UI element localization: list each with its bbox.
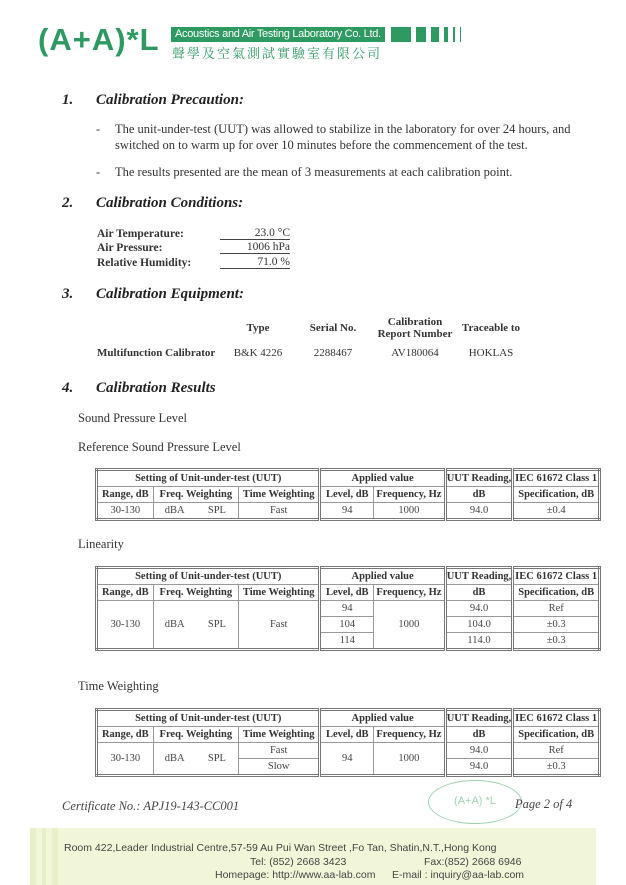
company-name-zh: 聲學及空氣測試實驗室有限公司: [172, 47, 383, 62]
section-title: Calibration Conditions:: [96, 195, 244, 211]
footer-email[interactable]: E-mail : inquiry@aa-lab.com: [392, 869, 525, 881]
company-stamp: (A+A) *L: [428, 780, 522, 824]
table-row: 104 104.0 ±0.3: [97, 617, 600, 633]
footer-stripe: [30, 828, 36, 885]
equipment-report: AV180064: [391, 347, 439, 359]
table-row: Slow 94.0 ±0.3: [97, 759, 600, 776]
equipment-serial: 2288467: [313, 347, 353, 359]
subsection-label: Sound Pressure Level: [78, 411, 188, 425]
table-row: 30-130 dBA SPL Fast 94 1000 94.0 ±0.4: [97, 503, 600, 520]
condition-label: Air Temperature:: [97, 228, 184, 240]
section-number: 1.: [62, 92, 74, 108]
section-title: Calibration Equipment:: [96, 286, 244, 302]
condition-value: 71.0 %: [220, 256, 290, 269]
equipment-header: Serial No.: [309, 322, 357, 334]
page-number: Page 2 of 4: [515, 797, 573, 811]
condition-label: Relative Humidity:: [97, 257, 192, 269]
condition-value: 23.0 °C: [220, 227, 290, 240]
footer-homepage[interactable]: Homepage: http://www.aa-lab.com: [215, 869, 376, 881]
footer-tel: Tel: (852) 2668 3423: [250, 856, 347, 868]
equipment-name: Multifunction Calibrator: [97, 347, 216, 359]
section-title: Calibration Precaution:: [96, 92, 244, 108]
linearity-table: Setting of Unit-under-test (UUT) Applied value UUT Reading, IEC 61672 Class 1 Range, dB Freq. Weighting Time Weighting Level, dB Frequency, Hz dB Specification, dB 30-130 dBA SPL Fast 94 1000 94.0 Ref 104 104.0 ±0.3 114 114.0 ±0.3: [95, 566, 601, 651]
footer-fax: Fax:(852) 2668 6946: [424, 856, 522, 868]
section-title: Calibration Results: [96, 380, 216, 396]
subsection-label: Time Weighting: [78, 679, 159, 693]
condition-label: Air Pressure:: [97, 242, 163, 254]
company-header-row: [171, 27, 461, 42]
certificate-number: Certificate No.: APJ19-143-CC001: [62, 799, 240, 813]
company-logo: (A+A)*L: [38, 22, 160, 57]
table-row: 30-130 dBA SPL Fast 94 1000 94.0 Ref: [97, 601, 600, 617]
reference-spl-table: Setting of Unit-under-test (UUT) Applied value UUT Reading, IEC 61672 Class 1 Range, dB Freq. Weighting Time Weighting Level, dB Frequency, Hz dB Specification, dB 30-130 dBA SPL Fast 94 1000 94.0 ±0.4: [95, 468, 601, 521]
company-name-en: Acoustics and Air Testing Laboratory Co. Ltd.: [171, 27, 385, 42]
subsection-label: Linearity: [78, 537, 124, 551]
subsection-label: Reference Sound Pressure Level: [78, 440, 241, 454]
section-number: 3.: [62, 286, 74, 302]
equipment-header: Calibration Report Number: [377, 316, 453, 340]
precaution-item: - The unit-under-test (UUT) was allowed to stabilize in the laboratory for over 24 hours, and switched on to warm up for over 10 minutes before the commencement of the test.: [96, 122, 571, 152]
time-weighting-table: Setting of Unit-under-test (UUT) Applied value UUT Reading, IEC 61672 Class 1 Range, dB Freq. Weighting Time Weighting Level, dB Frequency, Hz dB Specification, dB 30-130 dBA SPL Fast 94 1000 94.0 Ref Slow 94.0 ±0.3: [95, 708, 601, 777]
footer-stripe: [52, 828, 58, 885]
section-number: 4.: [62, 380, 74, 396]
table-row: 30-130 dBA SPL Fast 94 1000 94.0 Ref: [97, 743, 600, 759]
section-number: 2.: [62, 195, 74, 211]
equipment-header: Type: [246, 322, 270, 334]
footer-stripe: [42, 828, 46, 885]
equipment-type: B&K 4226: [233, 347, 283, 359]
precaution-item: - The results presented are the mean of 3 measurements at each calibration point.: [96, 165, 513, 179]
table-row: 114 114.0 ±0.3: [97, 633, 600, 650]
equipment-traceable: HOKLAS: [468, 347, 514, 359]
footer-address: Room 422,Leader Industrial Centre,57-59 Au Pui Wan Street ,Fo Tan, Shatin,N.T.,Hong Kong: [64, 842, 497, 854]
equipment-header: Traceable to: [461, 322, 521, 334]
condition-value: 1006 hPa: [220, 241, 290, 254]
logo-bars: [391, 27, 461, 42]
